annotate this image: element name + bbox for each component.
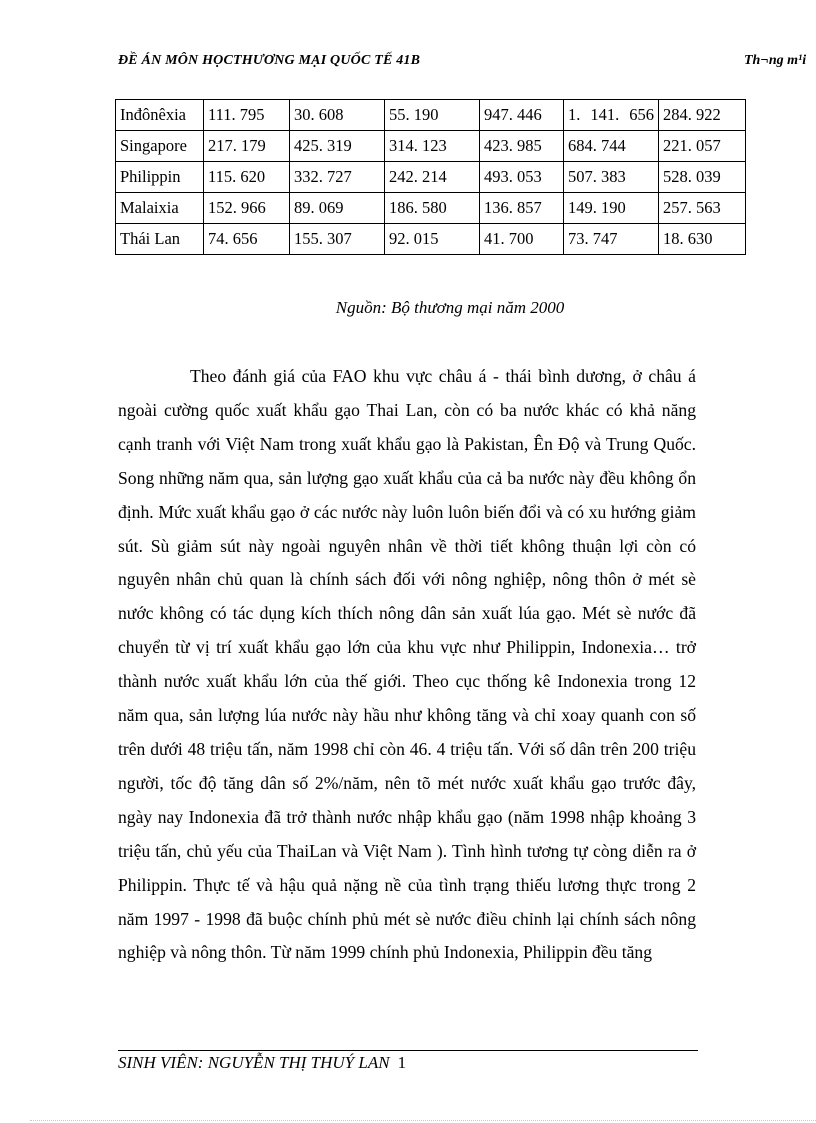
value-cell: 528. 039 <box>659 162 746 193</box>
table-source-caption: Nguồn: Bộ thương mại năm 2000 <box>335 298 565 317</box>
table-row <box>116 162 746 193</box>
value-cell: 242. 214 <box>385 162 480 193</box>
value-cell: 423. 985 <box>480 131 564 162</box>
value-cell: 18. 630 <box>659 224 746 255</box>
table-row <box>116 193 746 224</box>
value-cell: 947. 446 <box>480 100 564 131</box>
value-cell: 186. 580 <box>385 193 480 224</box>
value-cell: 155. 307 <box>290 224 385 255</box>
country-cell: Inđônêxia <box>116 100 204 131</box>
value-cell: 149. 190 <box>564 193 659 224</box>
value-cell: 55. 190 <box>385 100 480 131</box>
paragraph: Theo đánh giá của FAO khu vực châu á - thái bình dương, ở châu á ngoài cường quốc xuất khẩu gạo Thai Lan, còn có ba nước khác có khả năng cạnh tranh với Việt Nam trong xuất khẩu gạo là Pakistan, Ên Độ và Trung Quốc. Song những năm qua, sản lượng gạo xuất khẩu của cả ba nước này đều không ổn định. Mức xuất khẩu gạo ở các nước này luôn luôn biến đổi và có xu hướng giảm sút. Sù giảm sút này ngoài nguyên nhân về thời tiết không thuận lợi còn có nguyên nhân chủ quan là chính sách đối với nông nghiệp, nông thôn ở mét sè nước không có tác dụng kích thích nông dân sản xuất lúa gạo. Mét sè nước đã chuyển từ vị trí xuất khẩu gạo lớn của khu vực như Philippin, Indonexia… trở thành nước xuất khẩu lớn của thế giới. Theo cục thống kê Indonexia trong 12 năm qua, sản lượng lúa nước này hầu như không tăng và chỉ xoay quanh con số trên dưới 48 triệu tấn, năm 1998 chỉ còn 46. 4 triệu tấn. Với số dân trên 200 triệu người, tốc độ tăng dân số 2%/năm, nên tõ mét nước xuất khẩu gạo trước đây, ngày nay Indonexia đã trở thành nước nhập khẩu gạo (năm 1998 nhập khoảng 3 triệu tấn, chủ yếu của ThaiLan và Việt Nam ). Tình hình tương tự còng diễn ra ở Philippin. Thực tế và hậu quả nặng nề của tình trạng thiếu lương thực trong 2 năm 1997 - 1998 đã buộc chính phủ mét sè nước điều chỉnh lại chính sách nông nghiệp và nông thôn. Từ năm 1999 chính phủ Indonexia, Philippin đều tăng <box>118 366 696 963</box>
country-cell: Malaixia <box>116 193 204 224</box>
value-cell: 284. 922 <box>659 100 746 131</box>
page-header-right: Th¬ng m¹i <box>744 53 807 68</box>
table-row <box>116 224 746 255</box>
country-cell: Philippin <box>116 162 204 193</box>
value-cell: 115. 620 <box>204 162 290 193</box>
page-footer <box>118 1053 406 1073</box>
value-cell: 1. 141. 656 <box>564 100 659 131</box>
value-cell: 111. 795 <box>204 100 290 131</box>
export-data-table <box>115 99 746 255</box>
value-cell: 217. 179 <box>204 131 290 162</box>
page-header-title: ĐỀ ÁN MÔN HỌCTHƯƠNG MẠI QUỐC TẾ 41B <box>118 53 421 68</box>
value-cell: 507. 383 <box>564 162 659 193</box>
value-cell: 332. 727 <box>290 162 385 193</box>
value-cell: 684. 744 <box>564 131 659 162</box>
table-row <box>116 131 746 162</box>
value-cell: 314. 123 <box>385 131 480 162</box>
body-text <box>118 360 696 970</box>
footer-divider <box>118 1050 698 1051</box>
country-cell: Singapore <box>116 131 204 162</box>
value-cell: 30. 608 <box>290 100 385 131</box>
country-cell: Thái Lan <box>116 224 204 255</box>
value-cell: 41. 700 <box>480 224 564 255</box>
value-cell: 493. 053 <box>480 162 564 193</box>
value-cell: 136. 857 <box>480 193 564 224</box>
value-cell: 73. 747 <box>564 224 659 255</box>
value-cell: 152. 966 <box>204 193 290 224</box>
value-cell: 221. 057 <box>659 131 746 162</box>
page-bottom-edge <box>30 1120 816 1121</box>
value-cell: 257. 563 <box>659 193 746 224</box>
value-cell: 89. 069 <box>290 193 385 224</box>
footer-author: SINH VIÊN: NGUYỄN THỊ THUÝ LAN <box>118 1053 390 1072</box>
value-cell: 92. 015 <box>385 224 480 255</box>
value-cell: 425. 319 <box>290 131 385 162</box>
value-cell: 74. 656 <box>204 224 290 255</box>
page-number: 1 <box>397 1053 407 1072</box>
table-row <box>116 100 746 131</box>
